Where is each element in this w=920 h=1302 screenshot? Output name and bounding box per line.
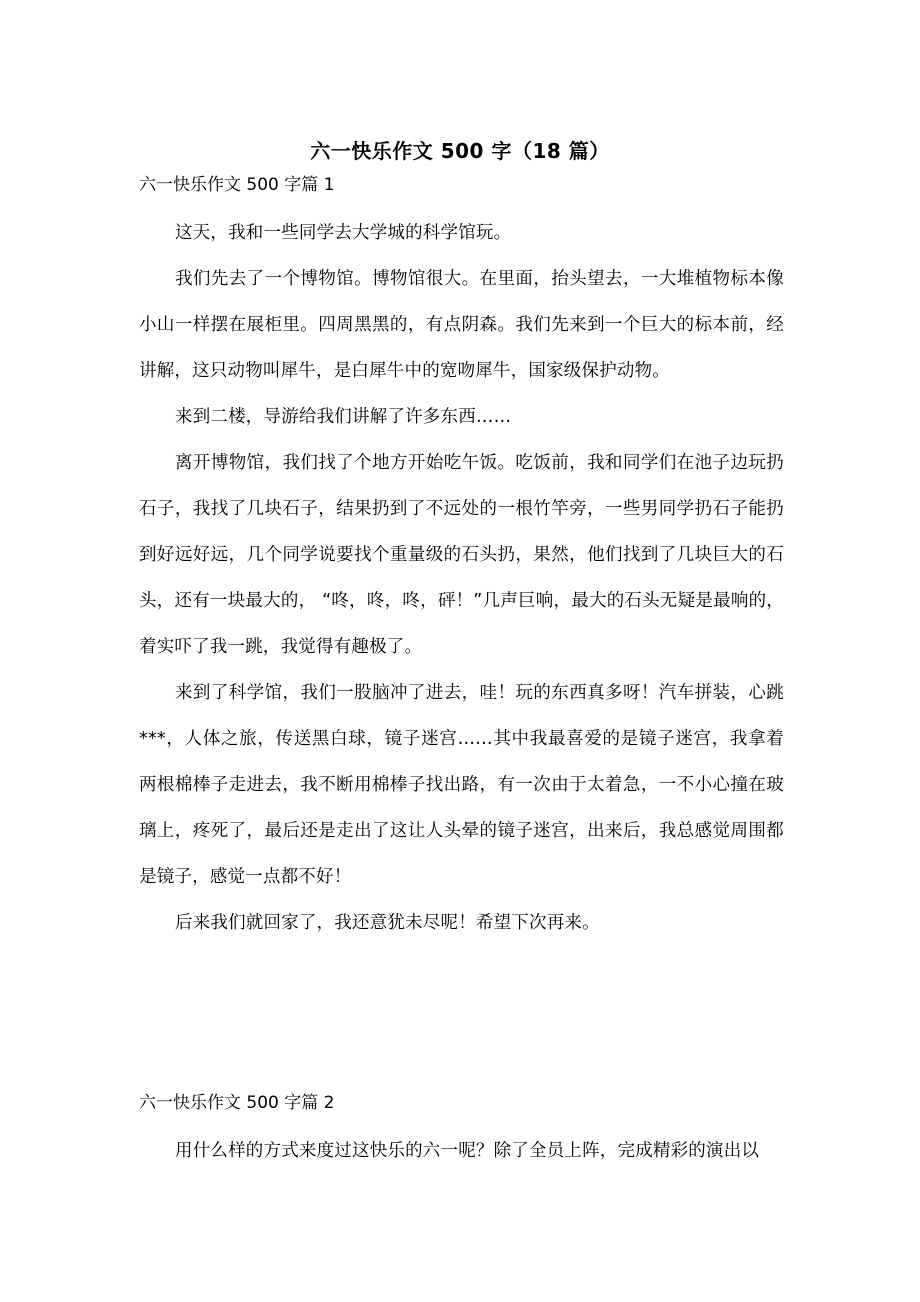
- paragraph: 我们先去了一个博物馆。博物馆很大。在里面，抬头望去，一大堆植物标本像小山一样摆在展柜里。四周黑黑的，有点阴森。我们先来到一个巨大的标本前，经讲解，这只动物叫犀牛，是白犀牛中的宽吻犀牛，国家级保护动物。: [139, 269, 784, 381]
- paragraph: 用什么样的方式来度过这快乐的六一呢？除了全员上阵，完成精彩的演出以: [175, 1141, 760, 1161]
- paragraph: 后来我们就回家了，我还意犹未尽呢！希望下次再来。: [175, 913, 600, 933]
- paragraph: 来到了科学馆，我们一股脑冲了进去，哇！玩的东西真多呀！汽车拼装，心跳***，人体之旅，传送黑白球，镜子迷宫……其中我最喜爱的是镜子迷宫，我拿着两根棉棒子走进去，我不断用棉棒子找出路，有一次由于太着急，一不小心撞在玻璃上，疼死了，最后还是走出了这让人头晕的镜子迷宫，出来后，我总感觉周围都是镜子，感觉一点都不好！: [139, 683, 784, 887]
- paragraph: 来到二楼，导游给我们讲解了许多东西……: [175, 407, 512, 427]
- section-heading: 六一快乐作文 500 字篇 2: [139, 1093, 335, 1113]
- paragraph: 这天，我和一些同学去大学城的科学馆玩。: [175, 223, 512, 243]
- paragraph: 离开博物馆，我们找了个地方开始吃午饭。吃饭前，我和同学们在池子边玩扔石子，我找了几块石子，结果扔到了不远处的一根竹竿旁，一些男同学扔石子能扔到好远好远，几个同学说要找个重量级的石头扔，果然，他们找到了几块巨大的石头，还有一块最大的， “咚，咚，咚，砰！”几声巨响，最大的石头无疑是最响的，着实吓了我一跳，我觉得有趣极了。: [139, 453, 784, 657]
- section-heading: 六一快乐作文 500 字篇 1: [139, 175, 335, 195]
- essay-section: [139, 1090, 784, 1174]
- document-title: 六一快乐作文 500 字（18 篇）: [310, 139, 610, 164]
- essay-section: [139, 172, 784, 946]
